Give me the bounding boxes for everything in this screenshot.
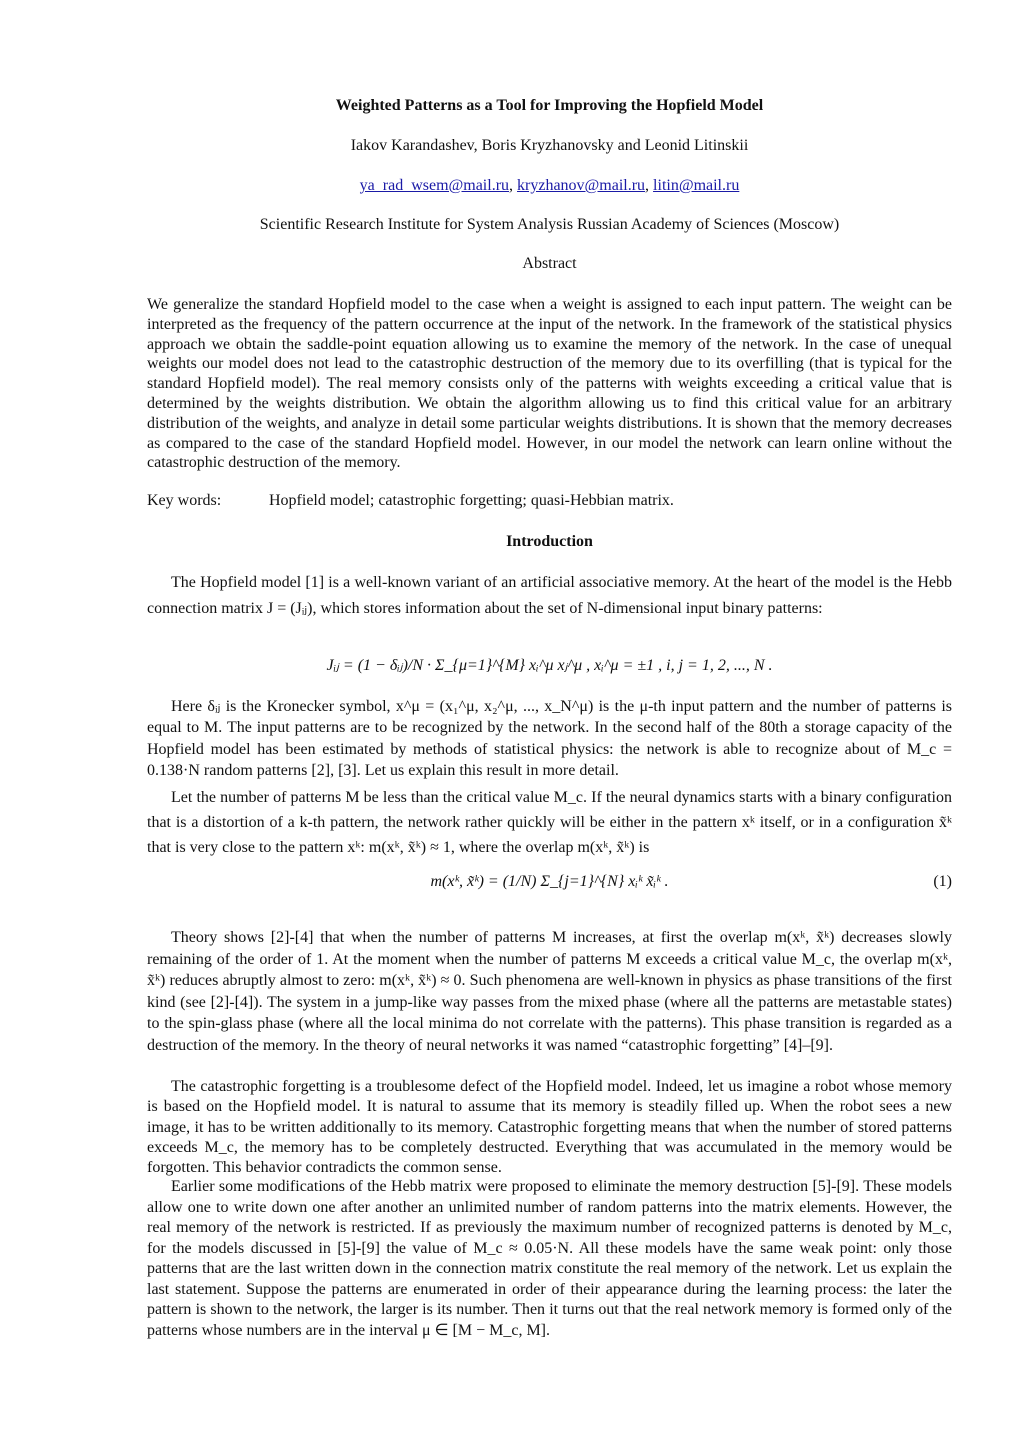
abstract-heading: Abstract [522, 255, 577, 272]
paper-title: Weighted Patterns as a Tool for Improving the Hopfield Model [335, 97, 764, 114]
email-link-1[interactable]: ya_rad_wsem@mail.ru [359, 177, 510, 194]
keywords-text: Hopfield model; catastrophic forgetting; quasi-Hebbian matrix. [269, 492, 674, 509]
paragraph-1: The Hopfield model [1] is a well-known variant of an artificial associative memory. At the heart of the model is the Hebb connection matrix J = (Jᵢⱼ), which stores information about the set of N-dimensional input binary patterns: [147, 574, 952, 617]
affiliation: Scientific Research Institute for System Analysis Russian Academy of Sciences (Moscow) [259, 216, 840, 233]
abstract-text: We generalize the standard Hopfield model to the case when a weight is assigned to each input pattern. The weight can be interpreted as the frequency of the pattern occurrence at the input of the network. In the framework of the statistical physics approach we obtain the saddle-point equation allowing us to examine the memory of the network. In the case of unequal weights our model does not lead to the catastrophic destruction of the memory due to its overfilling (that is typical for the standard Hopfield model). The real memory consists only of the patterns with weights exceeding a critical value that is determined by the weights distribution. We obtain the algorithm allowing us to find this critical value for an arbitrary distribution of the weights, and analyze in detail some particular weights distributions. It is shown that the memory decreases as compared to the case of the standard Hopfield model. However, in our model the network can learn online without the catastrophic destruction of the memory. [147, 296, 952, 472]
equation-overlap: m(xᵏ, x̃ᵏ) = (1/N) Σ_{j=1}^{N} xᵢᵏ x̃ᵢᵏ . [430, 873, 669, 890]
paragraph-2: Here δᵢⱼ is the Kronecker symbol, x^μ = (x₁^μ, x₂^μ, ..., x_N^μ) is the μ-th input pattern and the number of patterns is equal to M. The input patterns are to be recognized by the network. In the second half of the 80th a storage capacity of the Hopfield model has been estimated by methods of statistical physics: the network is able to recognize about of M_c = 0.138·N random patterns [2], [3]. Let us explain this result in more detail. [147, 698, 952, 779]
email-list [147, 177, 952, 195]
keywords-row [147, 492, 952, 510]
keywords-label: Key words: [147, 492, 222, 509]
equation-hebb-matrix: Jᵢⱼ = (1 − δᵢⱼ)/N · Σ_{μ=1}^{M} xᵢ^μ xⱼ^μ , xᵢ^μ = ±1 , i, j = 1, 2, ..., N . [326, 657, 773, 674]
section-heading-introduction: Introduction [506, 533, 593, 550]
authors: Iakov Karandashev, Boris Kryzhanovsky and Leonid Litinskii [350, 137, 749, 154]
email-separator: , [509, 177, 518, 194]
equation-1-row [147, 873, 952, 891]
email-link-2[interactable]: kryzhanov@mail.ru [517, 177, 646, 194]
email-separator: , [645, 177, 654, 194]
paragraph-5: The catastrophic forgetting is a troublesome defect of the Hopfield model. Indeed, let us imagine a robot whose memory is based on the Hopfield model. It is natural to assume that its memory is steadily filled up. When the robot sees a new image, it has to be written additionally to its memory. Catastrophic forgetting means that when the number of stored patterns exceeds M_c, the memory has to be completely destructed. Everything that was accumulated in the memory would be forgotten. This behavior contradicts the common sense. [147, 1078, 952, 1177]
equation-number: (1) [933, 873, 952, 890]
paragraph-3: Let the number of patterns M be less than the critical value M_c. If the neural dynamics starts with a binary configuration that is a distortion of a k-th pattern, the network rather quickly will be either in the pattern xᵏ itself, or in a configuration x̃ᵏ that is very close to the pattern xᵏ: m(xᵏ, x̃ᵏ) ≈ 1, where the overlap m(xᵏ, x̃ᵏ) is [147, 789, 952, 856]
paragraph-4: Theory shows [2]-[4] that when the number of patterns M increases, at first the overlap m(xᵏ, x̃ᵏ) decreases slowly remaining of the order of 1. At the moment when the number of patterns M exceeds a critical value M_c, the overlap m(xᵏ, x̃ᵏ) reduces abruptly almost to zero: m(xᵏ, x̃ᵏ) ≈ 0. Such phenomena are well-known in physics as phase transitions of the first kind (see [2]-[4]). The system in a jump-like way passes from the mixed phase (where all the patterns are metastable states) to the spin-glass phase (where all the local minima do not correlate with the patterns). This phase transition is regarded as a destruction of the memory. In the theory of neural networks it was named “catastrophic forgetting” [4]–[9]. [147, 929, 952, 1054]
email-link-3[interactable]: litin@mail.ru [653, 177, 740, 194]
paragraph-6: Earlier some modifications of the Hebb matrix were proposed to eliminate the memory destruction [5]-[9]. These models allow one to write down one after another an unlimited number of random patterns into the matrix elements. However, the real memory of the network is restricted. If as previously the maximum number of recognized patterns is denoted by M_c, for the models discussed in [5]-[9] the value of M_c ≈ 0.05·N. All these models have the same weak point: only those patterns that are the last written down in the connection matrix constitute the real memory of the network. Let us explain the last statement. Suppose the patterns are enumerated in order of their appearance during the learning process: the later the pattern is shown to the network, the larger is its number. Then it turns out that the real network memory is formed only of the patterns whose numbers are in the interval μ ∈ [M − M_c, M]. [147, 1178, 952, 1339]
